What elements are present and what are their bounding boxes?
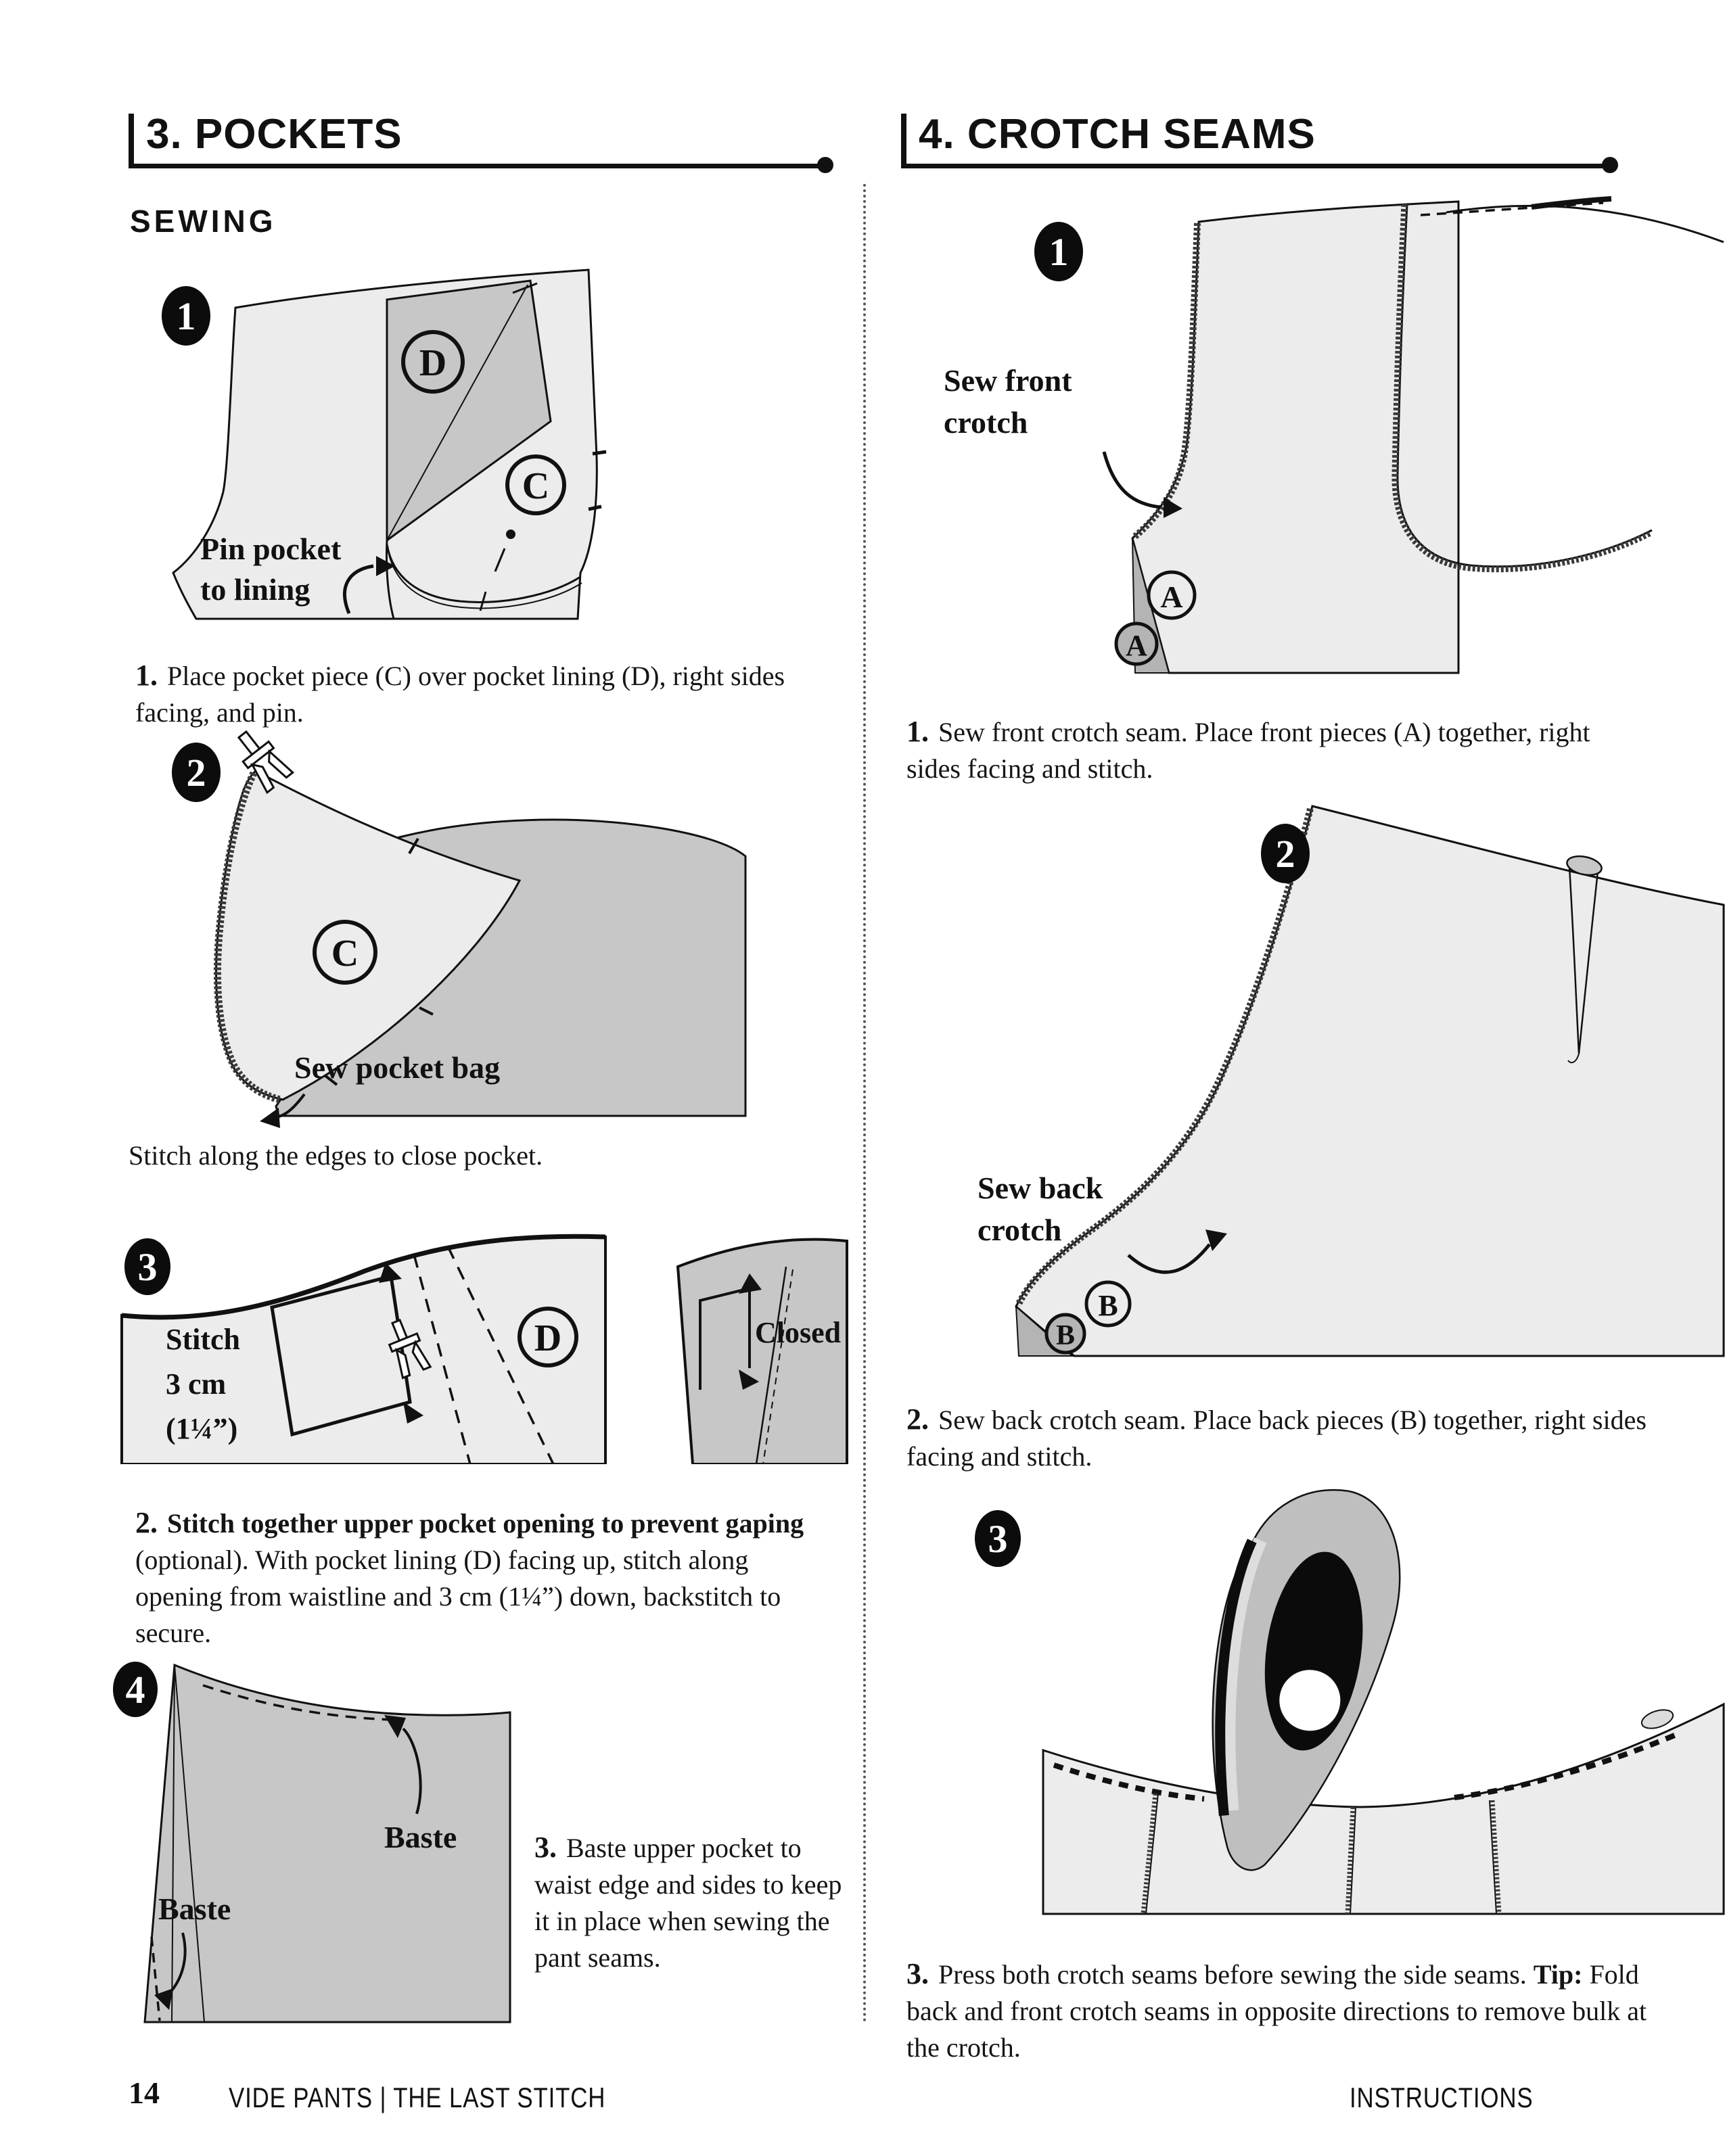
figure-pockets-step4 bbox=[101, 1650, 534, 2029]
step-text: Sew back crotch seam. Place back pieces (B) together, right sides facing and stitch. bbox=[906, 1405, 1647, 1472]
callout-arrow bbox=[1104, 452, 1161, 507]
step-number: 1. bbox=[906, 715, 929, 748]
step-badge-number: 2 bbox=[186, 751, 206, 795]
piece-letter-b1: B bbox=[1098, 1289, 1118, 1322]
crotch-step2-text bbox=[906, 1401, 1651, 1475]
callout-sew-pocket-bag: Sew pocket bag bbox=[294, 1050, 501, 1085]
figure-pockets-step1 bbox=[115, 254, 656, 639]
callout-sew-front-2: crotch bbox=[944, 405, 1028, 440]
sewing-subheading: SEWING bbox=[130, 204, 277, 239]
pockets-heading: 3. POCKETS bbox=[129, 114, 832, 164]
grain-dot bbox=[506, 530, 515, 539]
step-text: Sew front crotch seam. Place front pieces (A) together, right sides facing and stitch. bbox=[906, 717, 1590, 784]
section-pockets-header bbox=[129, 111, 832, 168]
step-text: Place pocket piece (C) over pocket lining (D), right sides facing, and pin. bbox=[135, 661, 785, 728]
piece-letter-a1: A bbox=[1160, 580, 1183, 614]
step-badge-number: 3 bbox=[137, 1245, 158, 1289]
callout-baste-top: Baste bbox=[384, 1820, 457, 1854]
step-badge-number: 1 bbox=[176, 294, 196, 338]
pockets-caption: Stitch along the edges to close pocket. bbox=[129, 1140, 543, 1171]
callout-sew-front-1: Sew front bbox=[944, 363, 1072, 398]
piece-letter-d: D bbox=[419, 342, 447, 384]
heading-end-dot bbox=[817, 157, 833, 173]
step-badge-number: 1 bbox=[1049, 230, 1069, 274]
section-crotch-header bbox=[901, 111, 1617, 168]
step-number: 2. bbox=[135, 1506, 158, 1539]
step-text: (optional). With pocket lining (D) facing up, stitch along opening from waistline and 3 cm (1¼”) down, backstitch to secure. bbox=[135, 1545, 781, 1648]
pockets-step3-text bbox=[534, 1829, 852, 1976]
step-text: Baste upper pocket to waist edge and sides to keep it in place when sewing the pant seams. bbox=[534, 1833, 842, 1973]
step-text-bold: Stitch together upper pocket opening to prevent gaping bbox=[167, 1508, 804, 1539]
piece-letter-a2: A bbox=[1126, 629, 1147, 662]
crotch-step1-text bbox=[906, 713, 1651, 787]
callout-closed: Closed bbox=[755, 1316, 842, 1349]
step-number: 2. bbox=[906, 1403, 929, 1436]
figure-crotch-step3 bbox=[934, 1481, 1725, 1917]
figure-pockets-step3 bbox=[101, 1187, 859, 1464]
callout-sew-back-1: Sew back bbox=[978, 1171, 1103, 1205]
step-number: 3. bbox=[534, 1831, 557, 1864]
crotch-heading: 4. CROTCH SEAMS bbox=[901, 114, 1617, 164]
piece-letter-c: C bbox=[331, 933, 359, 975]
step-number: 1. bbox=[135, 659, 158, 692]
step-text: Press both crotch seams before sewing the side seams. bbox=[938, 1959, 1534, 1990]
callout-stitch: Stitch bbox=[166, 1323, 240, 1356]
tip-label: Tip: bbox=[1533, 1959, 1583, 1990]
callout-3cm: 3 cm bbox=[166, 1367, 227, 1401]
closed-panel bbox=[678, 1240, 847, 1464]
callout-pin-pocket-1: Pin pocket bbox=[200, 532, 342, 566]
step-badge-number: 2 bbox=[1275, 832, 1295, 876]
heading-end-dot bbox=[1602, 157, 1618, 173]
crotch-step3-text bbox=[906, 1956, 1671, 2066]
step-number: 3. bbox=[906, 1957, 929, 1990]
footer-section-label: INSTRUCTIONS bbox=[1350, 2082, 1534, 2113]
page-number: 14 bbox=[129, 2076, 160, 2110]
pockets-step2-text bbox=[135, 1505, 832, 1651]
figure-pockets-step2 bbox=[101, 724, 778, 1129]
callout-inches: (1¼”) bbox=[166, 1412, 238, 1445]
footer-brand: VIDE PANTS | THE LAST STITCH bbox=[229, 2082, 606, 2113]
step-badge-number: 4 bbox=[125, 1668, 145, 1712]
callout-pin-pocket-2: to lining bbox=[200, 572, 310, 607]
callout-baste-side: Baste bbox=[158, 1892, 231, 1926]
arrowhead bbox=[260, 1108, 280, 1128]
figure-crotch-step2 bbox=[934, 784, 1725, 1366]
piece-letter-d: D bbox=[534, 1317, 562, 1359]
seam-fold-bump bbox=[1639, 1706, 1675, 1732]
column-divider bbox=[863, 184, 866, 2023]
presser-foot-icon bbox=[230, 724, 293, 792]
piece-letter-c: C bbox=[522, 465, 550, 507]
back-pieces bbox=[1016, 806, 1724, 1356]
pockets-step1-text bbox=[135, 657, 819, 731]
step-badge-number: 3 bbox=[988, 1517, 1008, 1561]
step-text: Fold back and front crotch seams in opposite directions to remove bulk at the crotch. bbox=[906, 1959, 1647, 2063]
piece-letter-b2: B bbox=[1055, 1320, 1076, 1351]
callout-sew-back-2: crotch bbox=[978, 1213, 1062, 1247]
figure-crotch-step1 bbox=[934, 189, 1725, 676]
